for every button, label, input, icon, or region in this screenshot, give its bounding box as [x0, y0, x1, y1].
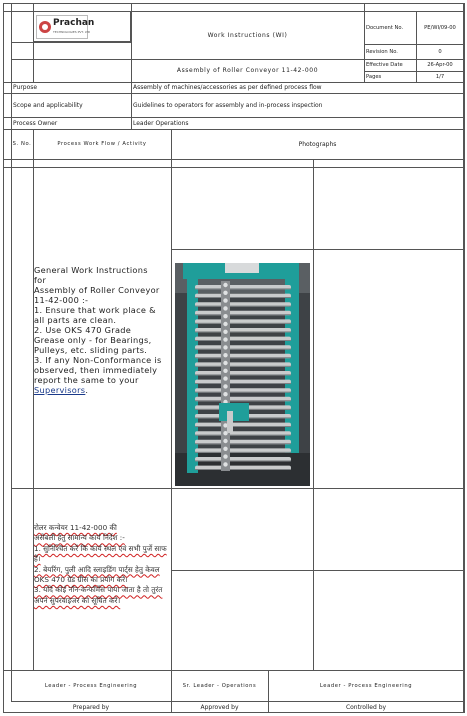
company-name: Prachan [53, 18, 95, 28]
inst-en-item1: 1. Ensure that work place & all parts are clean. [34, 305, 156, 325]
sno-header: S. No. [12, 141, 32, 147]
chain-link [223, 361, 227, 365]
roller-shadow [195, 452, 291, 453]
grid-vline-d [131, 3, 132, 129]
meta-value-effective-date: 26-Apr-00 [427, 62, 453, 68]
meta-label-effective-date: Effective Date [366, 62, 403, 68]
chain-link [223, 392, 227, 396]
grid-hline-logo [11, 42, 131, 43]
chain-link [223, 298, 227, 302]
roller-shadow [195, 383, 291, 384]
role-prepared: Leader - Process Engineering [44, 682, 138, 689]
chain-link [223, 447, 227, 451]
chain-link [223, 283, 227, 287]
assembly-title: Assembly of Roller Conveyor 11-42-000 [176, 67, 319, 74]
meta-label-doc-no: Document No. [366, 24, 404, 31]
grid-vline-c [33, 129, 34, 670]
inst-hi-line2: असेंबली हेतु सामान्य कार्य निर्देश :- [34, 533, 125, 543]
roller-shadow [195, 340, 291, 341]
role-approved: Sr. Leader - Operations [182, 682, 257, 689]
grid-hline-top [3, 11, 464, 12]
roller-shadow [195, 435, 291, 436]
grid-hline-photo-top [171, 249, 464, 250]
chain-link [223, 337, 227, 341]
roller-shadow [195, 469, 291, 470]
roller-shadow [195, 374, 291, 375]
grid-vline-j [464, 3, 465, 713]
chain-link [223, 330, 227, 334]
owner-value: Leader Operations [133, 119, 189, 127]
grid-hline-info4 [3, 129, 464, 130]
photographs-header: Photographs [298, 140, 337, 148]
chain-link [223, 462, 227, 466]
inst-hi-item3: 3. यदि कोई नॉन-कन्फॉर्मेंस पाया जाता है तो तुरंत अपने सुपरवाइजर को सूचित करें। [34, 585, 163, 605]
meta-value-pages: 1/7 [435, 73, 445, 80]
meta-label-pages: Pages [366, 73, 382, 80]
instructions-hindi [34, 523, 168, 606]
chain-link [223, 353, 227, 357]
chain-link [223, 291, 227, 295]
grid-hline-row2 [11, 488, 464, 489]
purpose-label: Purpose [13, 84, 38, 91]
caption-controlled: Controlled by [345, 703, 387, 711]
roller-shadow [195, 357, 291, 358]
flow-header: Process Work Flow / Activity [57, 141, 147, 147]
grid-vline-f [268, 670, 269, 713]
grid-hline-meta3 [364, 71, 464, 72]
scope-value: Guidelines to operators for assembly and in-process inspection [133, 101, 323, 109]
role-controlled: Leader - Process Engineering [319, 682, 413, 689]
roller-shadow [195, 366, 291, 367]
company-subtitle: TECHNOLOGIES PVT. LTD [53, 30, 91, 34]
inst-hi-item2a: 2. बेयरिंग, पुली आदि स्लाइडिंग पार्ट्स हेतु केवल [34, 564, 160, 574]
instructions-english [34, 265, 162, 395]
roller-shadow [195, 331, 291, 332]
grid-vline-a [11, 3, 12, 701]
inst-en-line1: General Work Instructions for [34, 265, 148, 285]
inst-hi-item2b: OKS 470 ग्रेड ग्रीस का प्रयोग करें। [34, 575, 128, 585]
grid-hline-head2 [3, 167, 464, 168]
owner-label: Process Owner [13, 119, 58, 127]
grid-vline-e [171, 129, 172, 713]
conveyor-photo [175, 263, 310, 486]
inst-hi-line1: रोलर कन्वेयर 11-42-000 की [34, 523, 117, 532]
company-logo [36, 15, 95, 39]
grid-hline-info1 [3, 82, 464, 83]
roller-shadow [195, 314, 291, 315]
grid-vline-g [313, 159, 314, 670]
roller-shadow [195, 323, 291, 324]
supervisors-link: Supervisors [34, 385, 86, 395]
scope-label: Scope and applicability [13, 101, 83, 109]
roller-shadow [195, 426, 291, 427]
grid-hline-head [3, 159, 464, 160]
roller-shadow [195, 288, 291, 289]
roller-shadow [195, 297, 291, 298]
meta-value-doc-no: PE/WI/09-00 [424, 24, 456, 31]
caption-prepared: Prepared by [72, 703, 110, 711]
doc-title: Work Instructions (WI) [207, 31, 288, 39]
grid-hline-row2b [171, 570, 464, 571]
inst-en-line3: 11-42-000 :- [34, 295, 89, 305]
grid-hline-meta1 [364, 44, 464, 45]
roller-shadow [195, 400, 291, 401]
inst-en-item3: 3. If any Non-Conformance is observed, then immediately report the same to your Supervisors. [34, 355, 162, 395]
chain-link [223, 369, 227, 373]
chain-link [223, 322, 227, 326]
chain-link [223, 314, 227, 318]
purpose-value: Assembly of machines/accessories as per defined process flow [133, 84, 322, 91]
roller-shadow [195, 306, 291, 307]
chain-link [223, 345, 227, 349]
grid-hline-footer2 [11, 701, 464, 702]
grid-hline-mid [11, 59, 464, 60]
chain-link [223, 376, 227, 380]
chain-link [223, 306, 227, 310]
logo-mark-inner [42, 24, 48, 30]
roller-bracket [219, 403, 249, 421]
inst-hi-item1: 1. सुनिश्चित करें कि कार्य स्थल एवं सभी पुर्जे साफ हैं। [34, 543, 167, 564]
roller-shadow [195, 460, 291, 461]
grid-hline-info2 [3, 93, 464, 94]
inst-en-item2: 2. Use OKS 470 Grade Grease only - for Bearings, Pulleys, etc. sliding parts. [34, 325, 152, 355]
roller-shadow [195, 349, 291, 350]
chain-link [223, 454, 227, 458]
inst-en-line2: Assembly of Roller Conveyor [34, 285, 160, 295]
caption-approved: Approved by [200, 703, 239, 711]
roller-conveyor-image [175, 263, 310, 486]
grid-hline-footer [3, 670, 464, 671]
meta-label-revision: Revision No. [366, 48, 398, 55]
chain-link [223, 384, 227, 388]
chain-link [223, 439, 227, 443]
grid-hline-info3 [3, 117, 464, 118]
roller-shadow [195, 443, 291, 444]
meta-value-revision: 0 [438, 48, 442, 55]
roller-shadow [195, 392, 291, 393]
